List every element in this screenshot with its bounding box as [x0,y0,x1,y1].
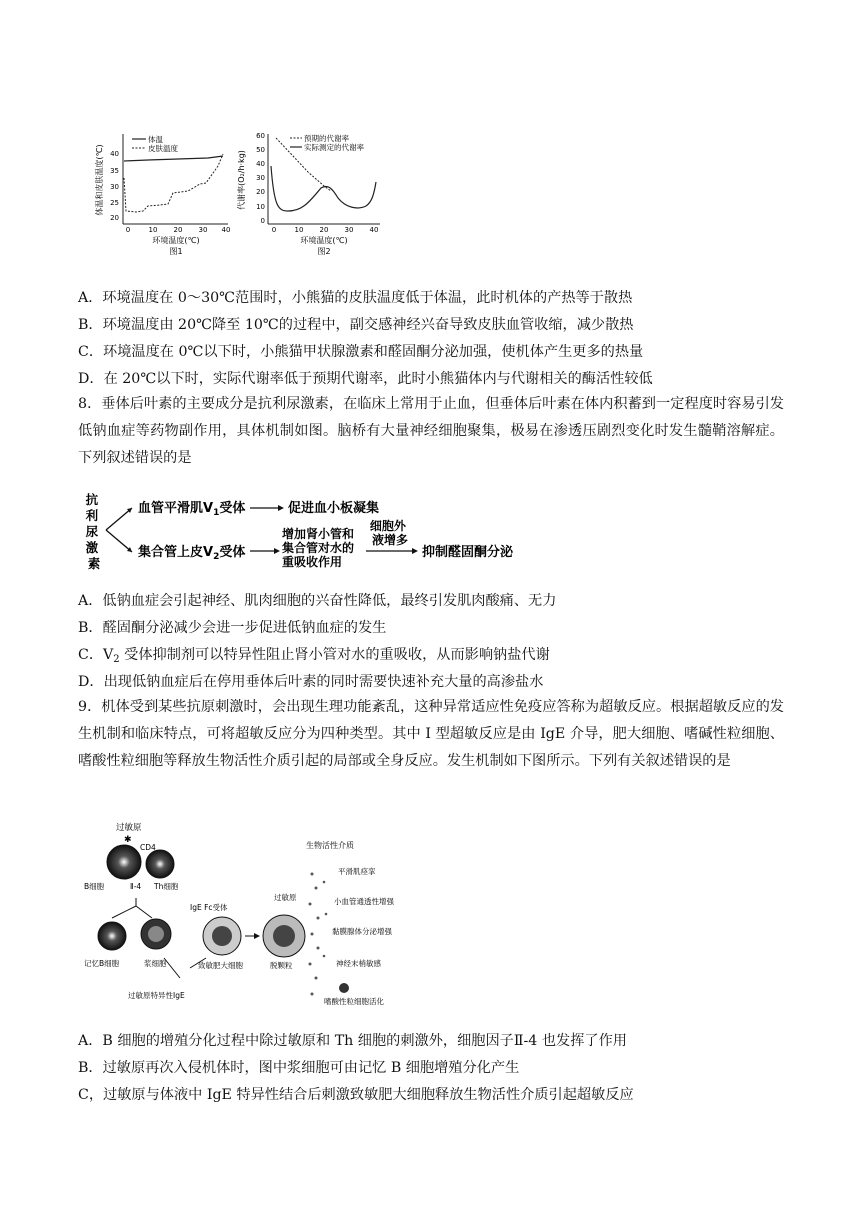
fig2-ytick: 40 [256,160,265,168]
q8-option-c-post: 受体抑制剂可以特异性阻止肾小管对水的重吸收，从而影响钠盐代谢 [119,647,550,663]
fig2-measured-line [271,166,376,211]
fig2-ytick: 0 [260,217,265,225]
fig1-skin-temp-line [124,154,223,212]
cd4-label: CD4 [140,843,156,852]
fig1-legend-body-temp: 体温 [148,135,163,144]
effect-label: 小血管通透性增强 [334,897,394,906]
fig2-ylabel: 代谢率(O₂/h·kg) [237,150,246,210]
ecf-line: 液增多 [371,533,409,547]
q8-stem: 8．垂体后叶素的主要成分是抗利尿激素，在临床上常用于止血，但垂体后叶素在体内积蓄到一定程度时容易引发低钠血症等药物副作用，具体机制如图。脑桥有大量神经细胞聚集，极易在渗透压剧烈变化时发生髓鞘溶解症。下列叙述错误的是 [78,396,784,466]
allergen-icon: ✱ [124,835,132,845]
sensitized-label: 致敏肥大细胞 [198,961,243,970]
q7-option-d: D．在 20℃以下时，实际代谢率低于预期代谢率，此时小熊猫体内与代谢相关的酶活性较低 [78,371,653,387]
fig1-xtick: 20 [173,226,183,234]
fig2-ytick: 30 [256,174,265,182]
fig2 [236,132,380,256]
fig1-body-temp-line [124,156,223,161]
memory-b-label: 记忆B细胞 [84,959,120,968]
fig1-ytick: 30 [110,183,119,191]
fig1-ytick: 40 [110,150,119,158]
svg-text:血管平滑肌V1受体 [138,500,245,518]
q7-option-b: B．环境温度由 20℃降至 10℃的过程中，副交感神经兴奋导致皮肤血管收缩，减少散热 [78,317,634,333]
fig1-ytick: 25 [110,199,119,207]
adh-char: 素 [87,556,101,570]
v1-effect: 促进血小板凝集 [288,501,380,516]
il4-label: Ⅱ-4 [130,882,142,891]
q7-option-c: C．环境温度在 0℃以下时，小熊猫甲状腺激素和醛固酮分泌加强，使机体产生更多的热量 [78,344,644,360]
fig2-ytick: 10 [256,203,265,211]
v1-sub: 1 [213,508,220,518]
svg-text:增加肾小管和 集合管对水的 重吸收作用 [282,526,358,569]
v2-effect-line: 增加肾小管和 [282,527,355,541]
fig2-xtick: 0 [271,226,277,234]
receptor-label: IgE Fc受体 [190,903,228,912]
fig1-xtick: 10 [148,226,158,234]
effect-label: 平滑肌痉挛 [338,867,376,876]
fig2-legend-measured: 实际测定的代谢率 [304,143,364,152]
b-cell [107,845,141,879]
q9-diagram [80,818,420,1016]
adh-char: 尿 [85,524,99,539]
fig1-caption: 图1 [169,247,183,256]
fig2-ytick: 50 [256,146,265,154]
adh-char: 抗 [85,492,99,507]
mediator-granules [309,873,328,996]
fig2-caption: 图2 [317,247,331,256]
bcell-label: B细胞 [84,882,105,891]
effect-label: 神经末梢敏感 [336,959,381,968]
q9-stem: 9．机体受到某些抗原刺激时，会出现生理功能紊乱，这种异常适应性免疫应答称为超敏反应。根据超敏反应的发生机制和临床特点，可将超敏反应分为四种类型。其中 I 型超敏反应是由 IgE 介导，肥大细胞、嗜碱性粒细胞、嗜酸性粒细胞等释放生物活性介质引起的局部或全身反应。发生机制如下图所示。下列有关叙述错误的是 [78,699,784,769]
q9-option-b: B．过敏原再次入侵机体时，图中浆细胞可由记忆 B 细胞增殖分化产生 [78,1060,520,1076]
fig1 [94,134,230,256]
fig2-ytick: 60 [256,132,265,140]
v2-effect-line: 集合管对水的 [282,541,355,555]
fig1-ytick: 35 [110,167,119,175]
degranulation-label: 脱颗粒 [270,961,293,970]
svg-text:抗 利 尿 激 素 [85,492,103,570]
fig1-legend-skin-temp: 皮肤温度 [148,144,178,153]
adh-char: 激 [85,540,99,555]
fig1-ylabel: 体温和皮肤温度(℃) [95,144,104,216]
fig2-xtick: 40 [369,226,379,234]
q8-option-c [78,645,550,670]
fig1-xtick: 0 [125,226,131,234]
fig2-xtick: 20 [319,226,329,234]
svg-text:集合管上皮V2受体 [138,544,245,562]
fig1-xlabel: 环境温度(℃) [152,236,200,245]
effect-label: 黏膜腺体分泌增强 [332,927,392,936]
v2-sub: 2 [213,552,220,562]
fig1-ytick: 20 [110,214,119,222]
fig2-ytick: 20 [256,188,265,196]
fig2-xtick: 10 [294,226,304,234]
fig2-xlabel: 环境温度(℃) [300,236,348,245]
allergen-top-label: 过敏原 [116,823,142,833]
q8-option-c-pre: C．V [78,647,114,663]
q8-diagram [84,488,544,570]
fig1-xtick: 40 [221,226,231,234]
allergen-mid-label: 过敏原 [274,893,297,902]
fig2-legend-expected: 预期的代谢率 [304,134,349,143]
q8-option-c-sub: 2 [113,654,120,665]
q8-option-b: B．醛固酮分泌减少会进一步促进低钠血症的发生 [78,620,387,636]
v2-receptor-text: 集合管上皮V [138,545,214,560]
v1-suffix: 受体 [219,501,246,516]
adh-char: 利 [85,508,99,523]
specific-ige-label: 过敏原特异性IgE [128,991,185,1000]
v1-receptor-text: 血管平滑肌V [138,501,214,516]
final-effect: 抑制醛固酮分泌 [422,545,514,560]
q9-option-a: A．B 细胞的增殖分化过程中除过敏原和 Th 细胞的刺激外，细胞因子Ⅱ-4 也发挥了作用 [78,1033,627,1049]
q9-option-c: C，过敏原与体液中 IgE 特异性结合后刺激致敏肥大细胞释放生物活性介质引起超敏反应 [78,1087,634,1103]
mediator-label: 生物活性介质 [306,841,354,850]
th-cell [146,850,174,878]
th-label: Th细胞 [154,882,179,891]
v2-suffix: 受体 [219,545,246,560]
fig2-xtick: 30 [344,226,354,234]
q8-option-a: A．低钠血症会引起神经、肌肉细胞的兴奋性降低，最终引发肌肉酸痛、无力 [78,593,557,609]
figure-thermoregulation [88,126,398,258]
v2-effect-line: 重吸收作用 [282,555,343,569]
q8-option-d: D．出现低钠血症后在停用垂体后叶素的同时需要快速补充大量的高渗盐水 [78,674,544,690]
memory-b-cell [98,922,126,950]
plasma-label: 浆细胞 [144,959,167,968]
ecf-line: 细胞外 [369,519,406,533]
svg-text:细胞外 液增多 [370,518,410,547]
q7-option-a: A．环境温度在 0～30℃范围时，小熊猫的皮肤温度低于体温，此时机体的产热等于散热 [78,290,633,306]
effect-label: 嗜酸性粒细胞活化 [324,997,384,1006]
fig1-xtick: 30 [198,226,208,234]
